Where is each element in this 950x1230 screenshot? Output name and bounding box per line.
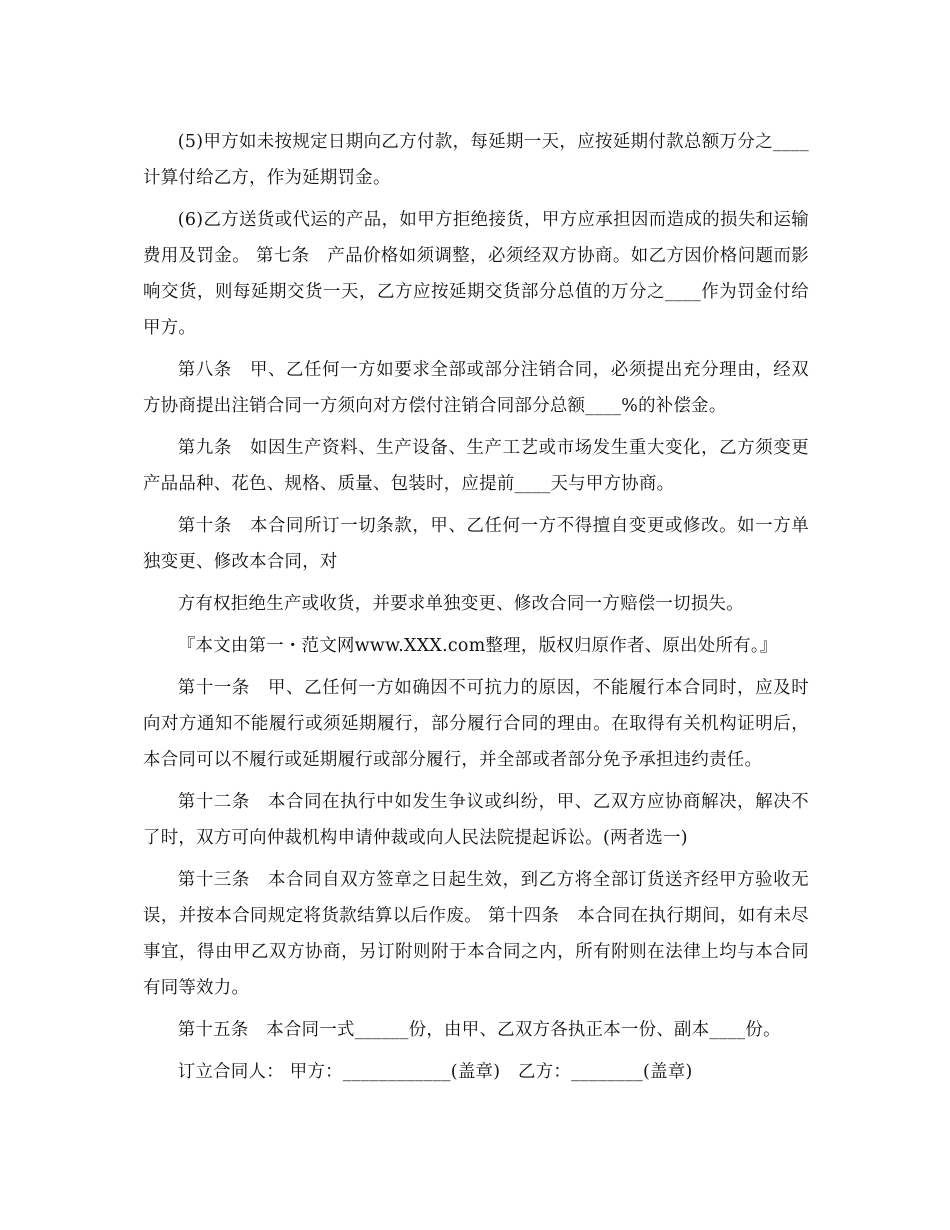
article-13-14-validity: 第十三条 本合同自双方签章之日起生效，到乙方将全部订货送齐经甲方验收无误，并按本合同规定将货款结算以后作废。 第十四条 本合同在执行期间，如有未尽事宜，得由甲乙双方协商，另订附则附于本合同之内，所有附则在法律上均与本合同有同等效力。 — [143, 870, 809, 998]
document-page — [143, 124, 809, 1096]
clause-6-and-article-7: (6)乙方送货或代运的产品，如甲方拒绝接货，甲方应承担因而造成的损失和运输费用及罚金。 第七条 产品价格如须调整，必须经双方协商。如乙方因价格问题而影响交货，则每延期交货一天，乙方应按延期交货部分总值的万分之____作为罚金付给甲方。 — [143, 210, 809, 338]
article-10-modification: 第十条 本合同所订一切条款，甲、乙任何一方不得擅自变更或修改。如一方单独变更、修改本合同，对 — [143, 516, 809, 572]
source-notice: 『本文由第一・范文网www.XXX.com整理，版权归原作者、原出处所有。』 — [177, 636, 778, 656]
article-8-cancellation: 第八条 甲、乙任何一方如要求全部或部分注销合同，必须提出充分理由，经双方协商提出注销合同一方须向对方偿付注销合同部分总额____%的补偿金。 — [143, 360, 809, 416]
article-11-force-majeure: 第十一条 甲、乙任何一方如确因不可抗力的原因，不能履行本合同时，应及时向对方通知不能履行或须延期履行，部分履行合同的理由。在取得有关机构证明后，本合同可以不履行或延期履行或部分履行，并全部或者部分免予承担违约责任。 — [143, 678, 809, 770]
article-12-disputes: 第十二条 本合同在执行中如发生争议或纠纷，甲、乙双方应协商解决，解决不了时，双方可向仲裁机构申请仲裁或向人民法院提起诉讼。(两者选一) — [143, 792, 809, 848]
article-9-product-change: 第九条 如因生产资料、生产设备、生产工艺或市场发生重大变化，乙方须变更产品品种、花色、规格、质量、包装时，应提前____天与甲方协商。 — [143, 438, 809, 494]
article-10-continuation: 方有权拒绝生产或收货，并要求单独变更、修改合同一方赔偿一切损失。 — [177, 594, 744, 614]
signature-line: 订立合同人： 甲方：____________(盖章) 乙方：________(盖章) — [177, 1062, 693, 1082]
clause-5-late-payment: (5)甲方如未按规定日期向乙方付款，每延期一天，应按延期付款总额万分之____计算付给乙方，作为延期罚金。 — [143, 132, 809, 188]
article-15-copies: 第十五条 本合同一式______份，由甲、乙双方各执正本一份、副本____份。 — [177, 1020, 781, 1040]
